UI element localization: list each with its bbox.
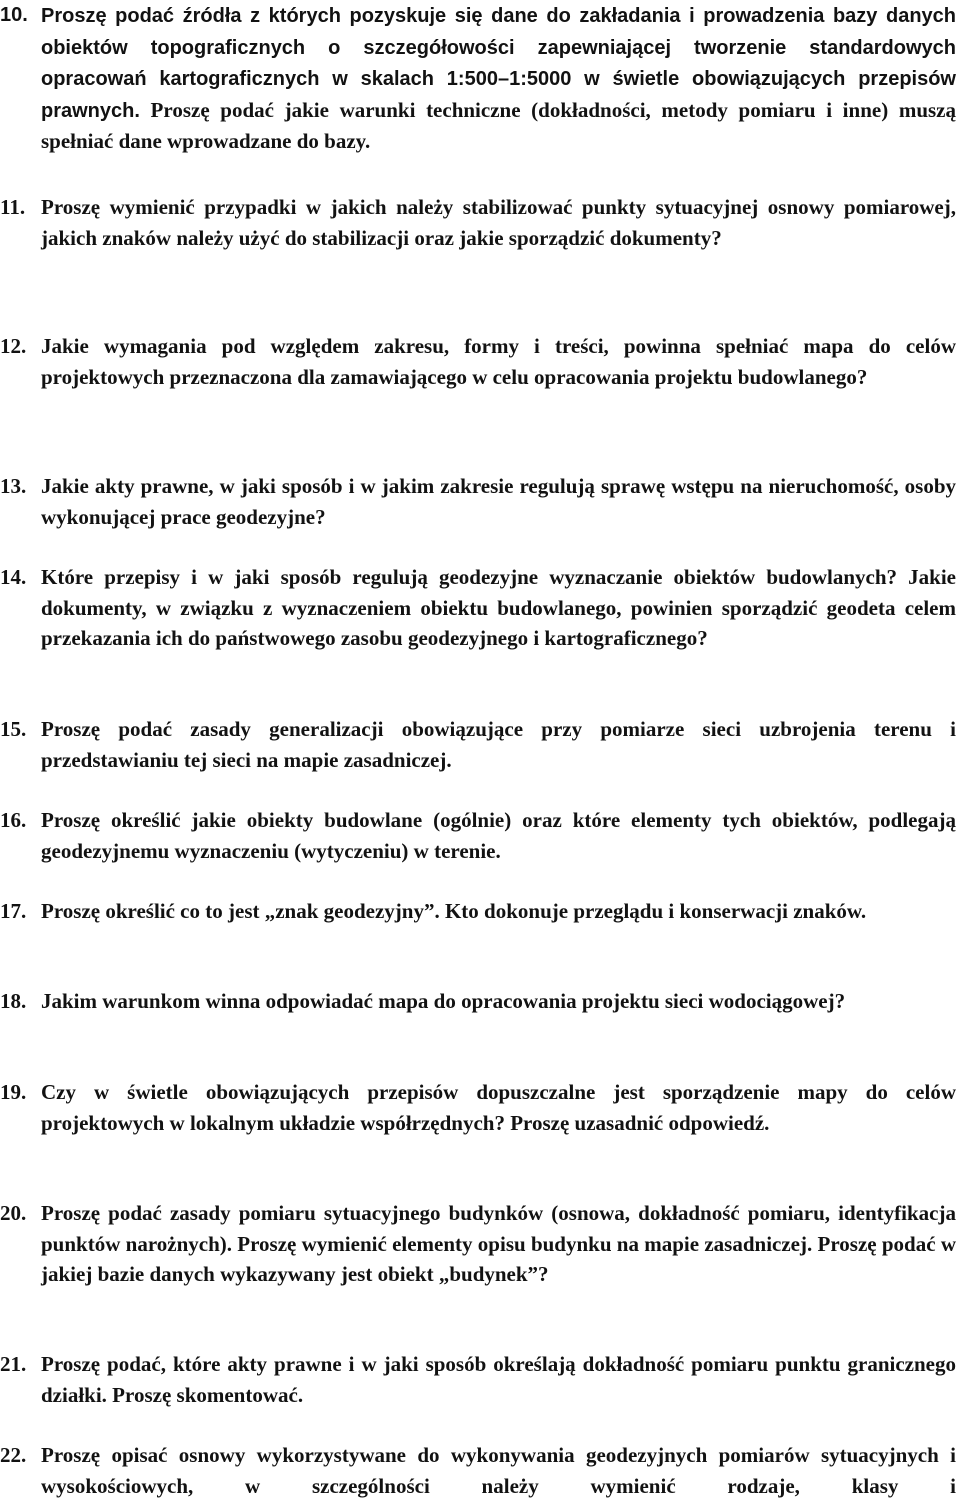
question-number: 11. [0,195,26,219]
question-19 [0,1077,956,1138]
question-text: Jakim warunkom winna odpowiadać mapa do opracowania projektu sieci wodociągowej? [41,989,846,1013]
question-number: 10. [0,4,28,26]
question-text: Jakie akty prawne, w jaki sposób i w jakim zakresie regulują sprawę wstępu na nieruchomość, osoby wykonującej prace geodezyjne? [41,474,956,529]
question-text: Które przepisy i w jaki sposób regulują geodezyjne wyznaczanie obiektów budowlanych? Jakie dokumenty, w związku z wyznaczeniem obiektu budowlanego, powinien sporządzić geodeta celem przekazania ich do państwowego zasobu geodezyjnego i kartograficznego? [41,565,956,650]
question-number: 18. [0,989,27,1013]
question-text: Proszę opisać osnowy wykorzystywane do wykonywania geodezyjnych pomiarów sytuacyjnych i wysokościowych, w szczególności należy wymienić rodzaje, klasy i [41,1443,956,1498]
question-10 [0,0,956,157]
question-number: 21. [0,1352,27,1376]
question-text: Proszę podać zasady generalizacji obowiązujące przy pomiarze sieci uzbrojenia terenu i przedstawianiu tej sieci na mapie zasadniczej. [41,717,956,772]
question-number: 14. [0,565,27,589]
question-11 [0,192,956,253]
question-text-part-b: Proszę podać jakie warunki techniczne (dokładności, metody pomiaru i inne) muszą spełniać dane wprowadzane do bazy. [41,97,956,153]
question-text: Jakie wymagania pod względem zakresu, formy i treści, powinna spełniać mapa do celów projektowych przeznaczona dla zamawiającego w celu opracowania projektu budowlanego? [41,334,956,389]
question-number: 19. [0,1080,27,1104]
question-number: 16. [0,808,27,832]
question-17 [0,896,956,927]
question-14 [0,562,956,654]
question-text: Czy w świetle obowiązujących przepisów dopuszczalne jest sporządzenie mapy do celów projektowych w lokalnym układzie współrzędnych? Proszę uzasadnić odpowiedź. [41,1080,956,1135]
question-number: 15. [0,717,27,741]
question-12 [0,331,956,392]
question-text: Proszę podać, które akty prawne i w jaki sposób określają dokładność pomiaru punktu granicznego działki. Proszę skomentować. [41,1352,956,1407]
question-16 [0,805,956,866]
question-20 [0,1198,956,1290]
question-text [41,0,956,157]
question-15 [0,714,956,775]
question-text: Proszę wymienić przypadki w jakich należy stabilizować punkty sytuacyjnej osnowy pomiarowej, jakich znaków należy użyć do stabilizacji oraz jakie sporządzić dokumenty? [41,195,956,250]
question-number: 22. [0,1443,27,1467]
question-text-part-a: Proszę podać źródła z których pozyskuje się dane do zakładania i prowadzenia bazy danych obiektów topograficznych o szczegółowości zapewniającej tworzenie standardowych opracowań kartograficznych w skalach 1:500–1:5000 w świetle obowiązujących przepisów prawnych. [41,5,956,122]
question-text: Proszę podać zasady pomiaru sytuacyjnego budynków (osnowa, dokładność pomiaru, identyfikacja punktów narożnych). Proszę wymienić elementy opisu budynku na mapie zasadniczej. Proszę podać w jakiej bazie danych wykazywany jest obiekt „budynek”? [41,1201,956,1286]
question-number: 12. [0,334,27,358]
question-number: 20. [0,1201,27,1225]
question-number: 17. [0,899,27,923]
question-18 [0,986,956,1017]
question-21 [0,1349,956,1410]
question-text: Proszę określić jakie obiekty budowlane (ogólnie) oraz które elementy tych obiektów, podlegają geodezyjnemu wyznaczeniu (wytyczeniu) w terenie. [41,808,956,863]
question-number: 13. [0,474,27,498]
question-22 [0,1440,956,1501]
question-text: Proszę określić co to jest „znak geodezyjny”. Kto dokonuje przeglądu i konserwacji znaków. [41,899,867,923]
question-13 [0,471,956,532]
